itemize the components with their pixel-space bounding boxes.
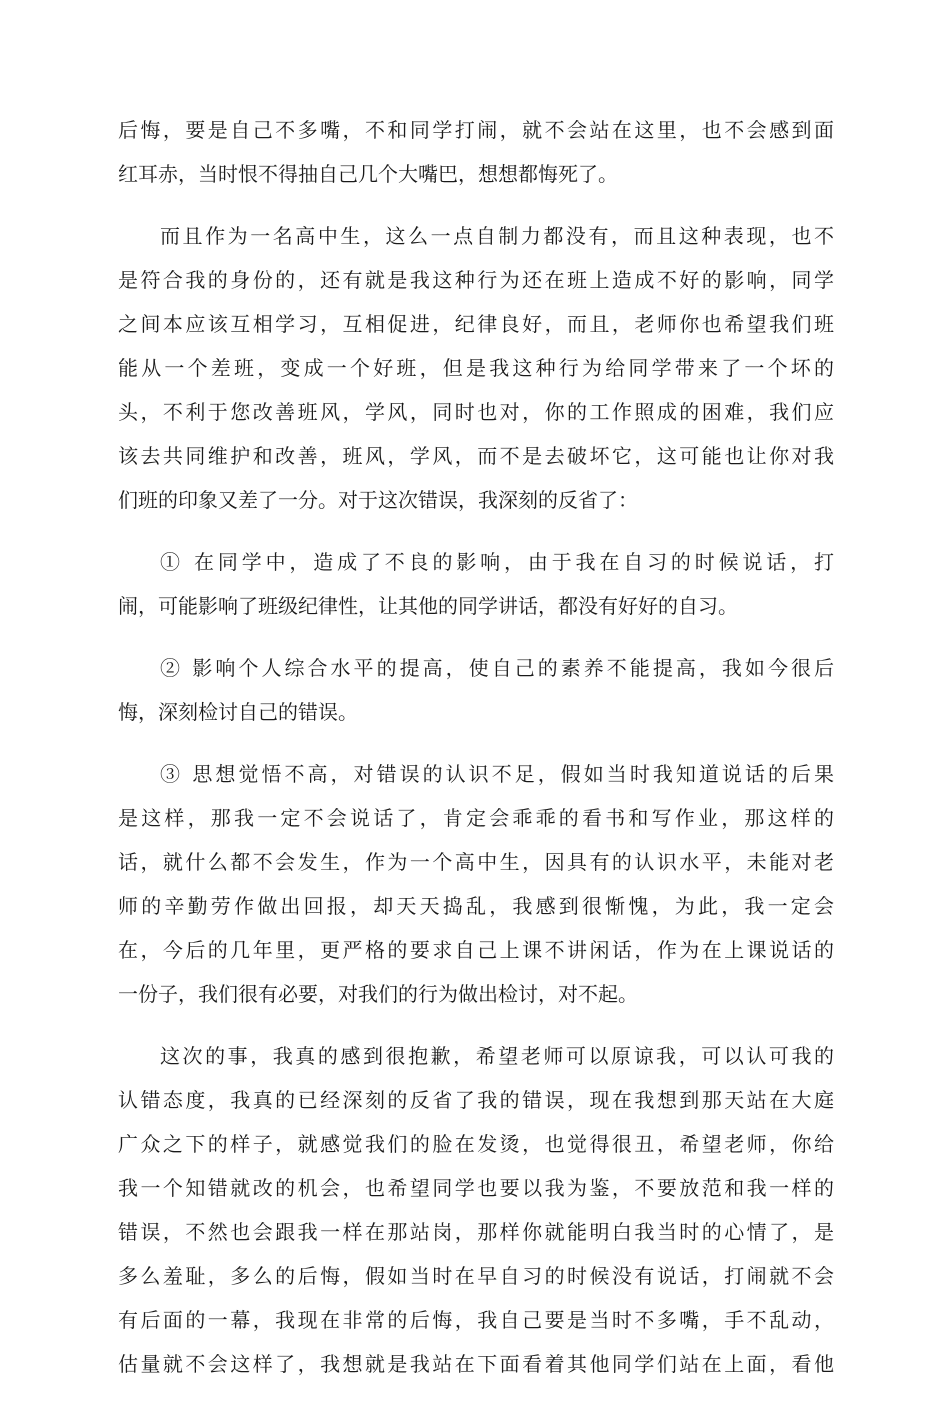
text-line: 后悔，要是自己不多嘴，不和同学打闹，就不会站在这里，也不会感到面 bbox=[118, 118, 834, 142]
text-line: 们班的印象又差了一分。对于这次错误，我深刻的反省了： bbox=[118, 488, 638, 512]
text-line: 这次的事，我真的感到很抱歉，希望老师可以原谅我，可以认可我的 bbox=[160, 1044, 834, 1068]
paragraph-5 bbox=[118, 752, 834, 1016]
text-line: 悔，深刻检讨自己的错误。 bbox=[118, 700, 358, 724]
text-line: 估量就不会这样了，我想就是我站在下面看着其他同学们站在上面，看他 bbox=[118, 1352, 834, 1376]
text-line: 师的辛勤劳作做出回报，却天天捣乱，我感到很惭愧，为此，我一定会 bbox=[118, 894, 834, 918]
text-line: 闹，可能影响了班级纪律性，让其他的同学讲话，都没有好好的自习。 bbox=[118, 594, 738, 618]
paragraph-6 bbox=[118, 1034, 834, 1386]
text-line: 有后面的一幕，我现在非常的后悔，我自己要是当时不多嘴，手不乱动， bbox=[118, 1308, 834, 1332]
text-line: 之间本应该互相学习，互相促进，纪律良好，而且，老师你也希望我们班 bbox=[118, 312, 834, 336]
text-line: 认错态度，我真的已经深刻的反省了我的错误，现在我想到那天站在大庭 bbox=[118, 1088, 834, 1112]
text-line: 一份子，我们很有必要，对我们的行为做出检讨，对不起。 bbox=[118, 982, 638, 1006]
text-line: 是这样，那我一定不会说话了，肯定会乖乖的看书和写作业，那这样的 bbox=[118, 806, 834, 830]
text-line: 而且作为一名高中生，这么一点自制力都没有，而且这种表现，也不 bbox=[160, 224, 834, 248]
text-line: 多么羞耻，多么的后悔，假如当时在早自习的时候没有说话，打闹就不会 bbox=[118, 1264, 834, 1288]
text-line: 广众之下的样子，就感觉我们的脸在发烫，也觉得很丑，希望老师，你给 bbox=[118, 1132, 834, 1156]
text-line: ① 在同学中，造成了不良的影响，由于我在自习的时候说话，打 bbox=[160, 550, 834, 574]
text-line: 错误，不然也会跟我一样在那站岗，那样你就能明白我当时的心情了，是 bbox=[118, 1220, 834, 1244]
text-line: 是符合我的身份的，还有就是我这种行为还在班上造成不好的影响，同学 bbox=[118, 268, 834, 292]
paragraph-1 bbox=[118, 108, 834, 196]
paragraph-3 bbox=[118, 540, 834, 628]
text-line: ② 影响个人综合水平的提高，使自己的素养不能提高，我如今很后 bbox=[160, 656, 834, 680]
text-line: 能从一个差班，变成一个好班，但是我这种行为给同学带来了一个坏的 bbox=[118, 356, 834, 380]
text-line: 在，今后的几年里，更严格的要求自己上课不讲闲话，作为在上课说话的 bbox=[118, 938, 834, 962]
paragraph-2 bbox=[118, 214, 834, 522]
text-line: 该去共同维护和改善，班风，学风，而不是去破坏它，这可能也让你对我 bbox=[118, 444, 834, 468]
document-page bbox=[118, 108, 834, 1404]
text-line: 我一个知错就改的机会，也希望同学也要以我为鉴，不要放范和我一样的 bbox=[118, 1176, 834, 1200]
text-line: 头，不利于您改善班风，学风，同时也对，你的工作照成的困难，我们应 bbox=[118, 400, 834, 424]
text-line: 红耳赤，当时恨不得抽自己几个大嘴巴，想想都悔死了。 bbox=[118, 162, 618, 186]
paragraph-4 bbox=[118, 646, 834, 734]
text-line: 话，就什么都不会发生，作为一个高中生，因具有的认识水平，未能对老 bbox=[118, 850, 834, 874]
text-line: ③ 思想觉悟不高，对错误的认识不足，假如当时我知道说话的后果 bbox=[160, 762, 834, 786]
